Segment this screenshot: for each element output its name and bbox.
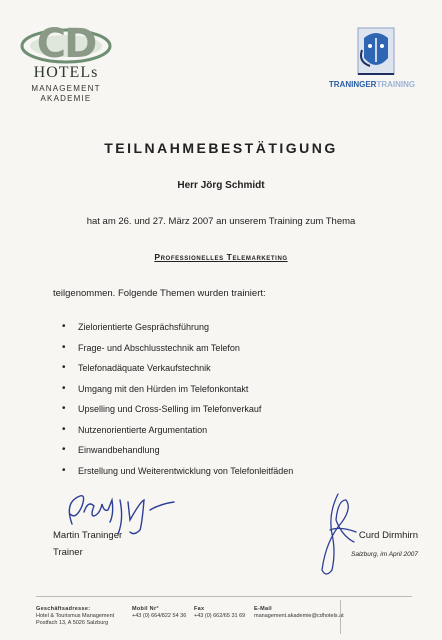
recipient-name: Herr Jörg Schmidt <box>177 180 265 191</box>
list-item: • Zielorientierte Gesprächsführung <box>62 320 293 341</box>
lead-text: teilgenommen. Folgende Themen wurden trainiert: <box>53 288 266 299</box>
list-item: • Umgang mit den Hürden im Telefonkontakt <box>62 382 293 403</box>
logo-subtitle-line1: MANAGEMENT <box>31 84 101 93</box>
footer-fax-head: Fax <box>194 606 205 612</box>
list-item: • Upselling und Cross-Selling im Telefonverkauf <box>62 402 293 423</box>
logo-name: HOTELs <box>33 64 99 81</box>
list-item: • Telefonadäquate Verkaufstechnik <box>62 361 293 382</box>
logo-caption-part2: TRAINING <box>376 80 416 89</box>
footer-email <box>254 606 344 620</box>
headset-face-icon <box>318 24 426 80</box>
cd-hotels-logo <box>20 22 112 112</box>
footer-fax <box>194 606 245 620</box>
place-date: Salzburg, im April 2007 <box>351 551 418 558</box>
footer-email-head: E-Mail <box>254 606 272 612</box>
logo-subtitle-line2: AKADEMIE <box>40 94 92 103</box>
logo-mark: CD <box>36 21 96 67</box>
signatory-right <box>308 530 418 558</box>
list-item: • Frage- und Abschlusstechnik am Telefon <box>62 341 293 362</box>
intro-text: hat am 26. und 27. März 2007 an unserem Training zum Thema <box>86 216 356 227</box>
logo-caption <box>318 80 426 89</box>
topics-list <box>62 320 293 484</box>
logo-subtitle <box>20 84 112 104</box>
footer-address-line1: Hotel & Tourismus Management <box>36 613 115 619</box>
signatory-left-name: Martin Traninger <box>53 530 123 541</box>
certificate-title: TEILNAHMEBESTÄTIGUNG <box>104 140 338 156</box>
signatory-left-role: Trainer <box>53 547 83 558</box>
footer-mobile <box>132 606 186 620</box>
traninger-training-logo <box>318 24 426 94</box>
training-topic <box>0 252 442 262</box>
footer-mobile-head: Mobil Nr° <box>132 606 159 612</box>
training-topic-text: Professionelles Telemarketing <box>154 252 288 262</box>
list-item: • Einwandbehandlung <box>62 443 293 464</box>
list-item: • Nutzenorientierte Argumentation <box>62 423 293 444</box>
footer-mobile-number: +43 (0) 664/822 54 36 <box>132 613 187 619</box>
footer-divider <box>36 596 412 597</box>
footer-address-line2: Postfach 13, A 5026 Salzburg <box>36 620 109 626</box>
footer-address <box>36 606 114 627</box>
logo-caption-part1: TRANINGER <box>328 80 377 89</box>
list-item: • Erstellung und Weiterentwicklung von Telefonleitfäden <box>62 464 293 485</box>
footer-address-head: Geschäftsadresse: <box>36 606 91 612</box>
footer-vertical-divider <box>340 600 341 634</box>
footer-email-address: management.akademie@cdhotels.at <box>254 613 344 619</box>
footer-fax-number: +43 (0) 662/65 31 69 <box>194 613 246 619</box>
signatory-right-name: Curd Dirmhirn <box>358 530 418 541</box>
signatory-left <box>53 530 122 558</box>
